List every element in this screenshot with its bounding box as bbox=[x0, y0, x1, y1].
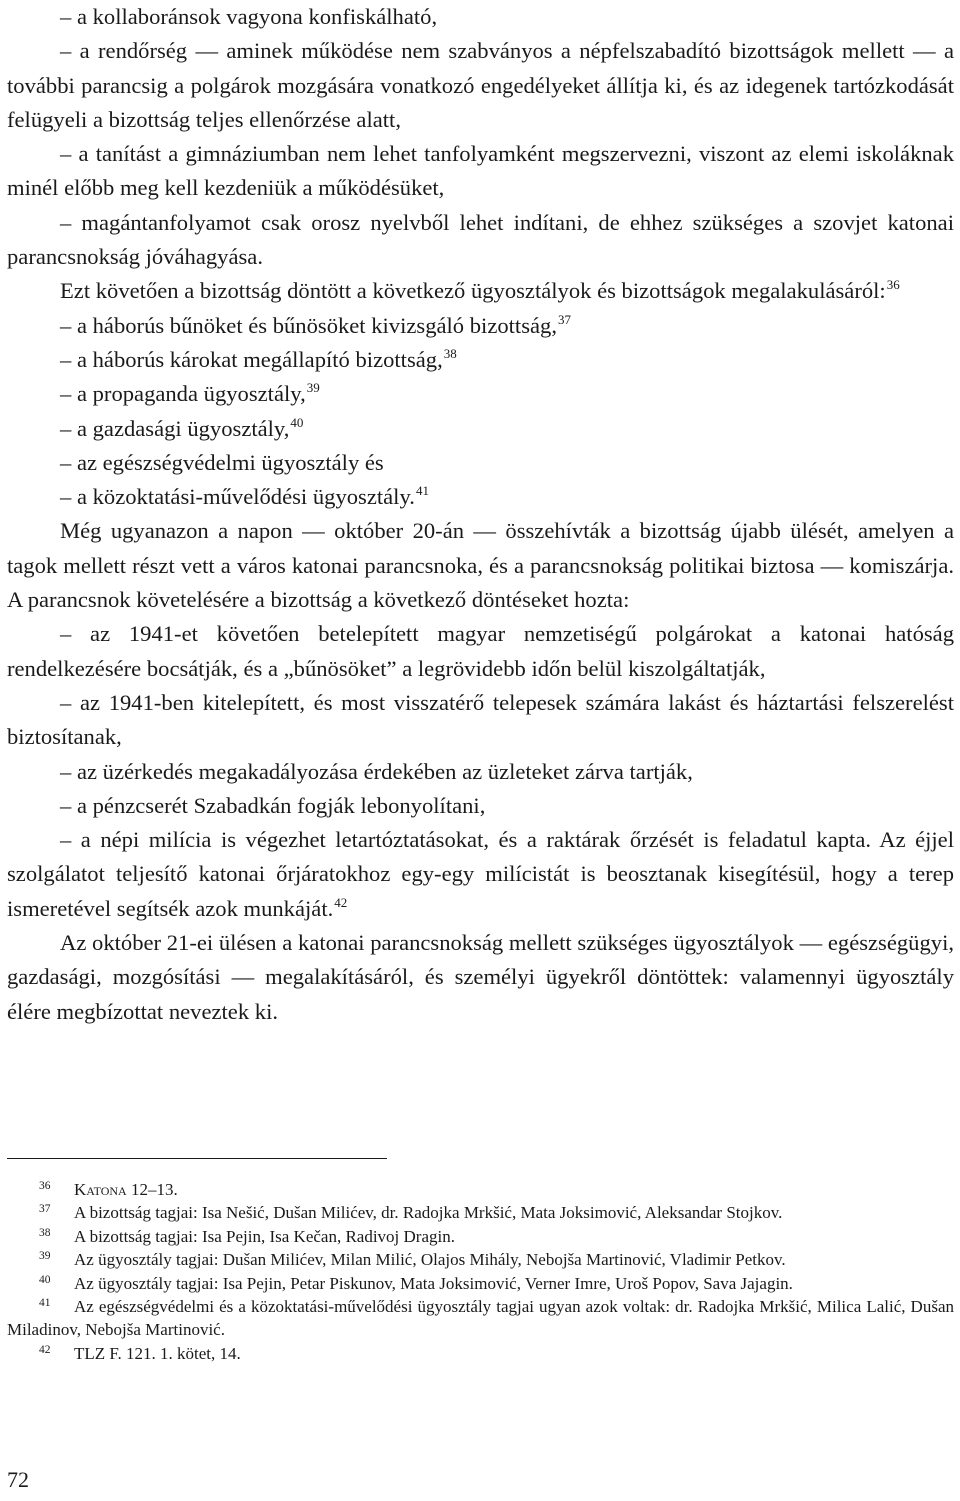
footnote: 40 Az ügyosztály tagjai: Isa Pejin, Petar Piskunov, Mata Joksimović, Verner Imre, Uroš Popov, Sava Jajagin. bbox=[39, 1273, 793, 1293]
list-item: – az 1941-et követően betelepített magyar nemzetiségű polgárokat a katonai hatóság rendelkezésére bocsátják, és a „bűnösöket” a legrövidebb időn belül kiszolgáltatják, bbox=[7, 621, 954, 681]
footnote: 36 Katona 12–13. bbox=[39, 1180, 178, 1199]
footnote: 38 A bizottság tagjai: Isa Pejin, Isa Kečan, Radivoj Dragin. bbox=[39, 1226, 455, 1246]
paragraph: Még ugyanazon a napon — október 20-án — összehívták a bizottság újabb ülését, amelyen a tagok mellett részt vett a város katonai parancsnoka, és a parancsnokság politikai biztosa — komiszárja. A parancsnok követelésére a bizottság a következő döntéseket hozta: bbox=[7, 518, 954, 613]
list-item: – a tanítást a gimnáziumban nem lehet tanfolyamként megszervezni, viszont az elemi iskoláknak minél előbb meg kell kezdeniük a működésüket, bbox=[7, 141, 954, 201]
list-item: – a pénzcserét Szabadkán fogják lebonyolítani, bbox=[60, 792, 486, 818]
footnote-ref: 37 bbox=[557, 311, 571, 327]
list-item: – a rendőrség — aminek működése nem szabványos a népfelszabadító bizottságok mellett — a további parancsig a polgárok mozgására vonatkozó engedélyeket állítja ki, és az idegenek tartózkodását felügyeli a bizottság teljes ellenőrzése alatt, bbox=[7, 38, 954, 132]
footnote-ref: 40 bbox=[290, 414, 304, 430]
footnote-ref: 36 bbox=[886, 277, 900, 293]
list-item: – az egészségvédelmi ügyosztály és bbox=[60, 449, 384, 475]
footnote-divider bbox=[7, 1158, 387, 1159]
list-item: – magántanfolyamot csak orosz nyelvből lehet indítani, de ehhez szükséges a szovjet katonai parancsnokság jóváhagyása. bbox=[7, 209, 954, 270]
paragraph: Az október 21-ei ülésen a katonai parancsnokság mellett szükséges ügyosztályok — egészségügyi, gazdasági, mozgósítási — megalakításáról, és személyi ügyekről döntöttek: valamennyi ügyosztály élére megbízottat neveztek ki. bbox=[7, 930, 954, 1024]
list-item: – a propaganda ügyosztály,$^{39}$ bbox=[60, 380, 320, 407]
footnote: 42 TLZ F. 121. 1. kötet, 14. bbox=[39, 1343, 241, 1363]
footnote: 39 Az ügyosztály tagjai: Dušan Milićev, Milan Milić, Olajos Mihály, Nebojša Martinović, Vladimir Petkov. bbox=[39, 1250, 786, 1270]
list-item: – az üzérkedés megakadályozása érdekében az üzleteket zárva tartják, bbox=[60, 758, 693, 784]
list-item: – a közoktatási-művelődési ügyosztály.$^{41}$ bbox=[60, 483, 429, 510]
paragraph: Ezt követően a bizottság döntött a következő ügyosztályok és bizottságok megalakulásáról:$^{36}$ bbox=[60, 277, 900, 304]
footnote: 37 A bizottság tagjai: Isa Nešić, Dušan Milićev, dr. Radojka Mrkšić, Mata Joksimović, Aleksandar Stojkov. bbox=[39, 1203, 783, 1223]
list-item: – az 1941-ben kitelepített, és most visszatérő telepesek számára lakást és háztartási felszerelést biztosítanak, bbox=[7, 689, 954, 750]
footnote-ref: 39 bbox=[306, 380, 320, 396]
list-item: – a háborús károkat megállapító bizottság,$^{38}$ bbox=[60, 345, 457, 372]
footnote-ref: 41 bbox=[415, 483, 429, 499]
main-text bbox=[7, 0, 954, 1029]
page-number: 72 bbox=[7, 1467, 29, 1492]
footnotes bbox=[7, 1178, 954, 1365]
footnote-ref: 42 bbox=[334, 894, 348, 910]
list-item: – a háborús bűnöket és bűnösöket kivizsgáló bizottság,$^{37}$ bbox=[60, 311, 571, 338]
list-item: – a népi milícia is végezhet letartóztatásokat, és a raktárak őrzését is feladatul kapta. Az éjjel szolgálatot teljesítő katonai őrjáratokhoz egy-egy milícistát is beosztanak kisegítésül, hogy a terep ismeretével segítsék azok munkáját.$^{42}$ bbox=[7, 827, 954, 921]
list-item: – a kollaboránsok vagyona konfiskálható, bbox=[60, 4, 438, 29]
footnote: 41 Az egészségvédelmi és a közoktatási-művelődési ügyosztály tagjai ugyan azok voltak: dr. Radojka Mrkšić, Milica Lalić, Dušan Miladinov, Nebojša Martinović. bbox=[7, 1297, 954, 1340]
list-item: – a gazdasági ügyosztály,$^{40}$ bbox=[60, 414, 304, 441]
footnote-ref: 38 bbox=[443, 345, 457, 361]
